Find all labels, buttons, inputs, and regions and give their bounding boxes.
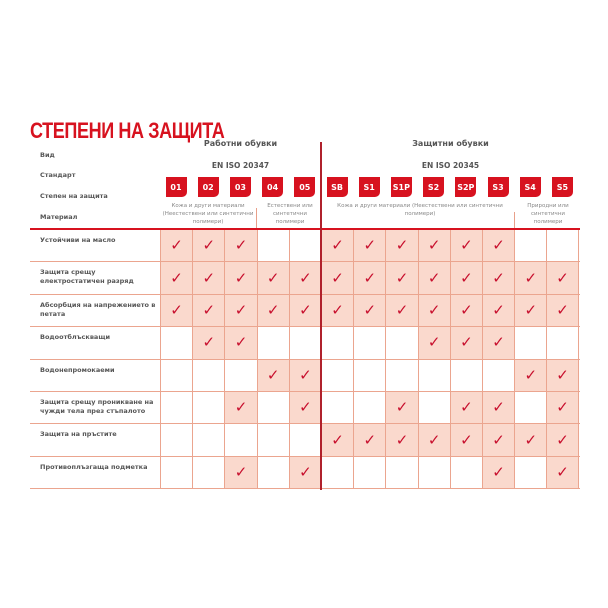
cell-s2p <box>450 392 482 423</box>
row-label: Защита на пръстите <box>40 430 117 439</box>
check-icon: ✓ <box>331 430 344 449</box>
check-icon: ✓ <box>492 430 505 449</box>
check-icon: ✓ <box>460 236 473 255</box>
check-icon: ✓ <box>427 300 441 319</box>
group-divider-line <box>320 142 322 490</box>
cell-s2p <box>450 295 482 326</box>
badge-01: 01 <box>166 177 187 197</box>
cell-s1 <box>353 457 385 488</box>
check-icon: ✓ <box>266 268 280 287</box>
cell-05 <box>289 424 321 455</box>
cell-05 <box>289 230 321 261</box>
standard-safety-shoes: EN ISO 20345 <box>421 161 480 170</box>
check-icon: ✓ <box>524 365 538 384</box>
cell-01 <box>160 262 192 293</box>
cell-02 <box>192 457 224 488</box>
cell-s2p <box>450 262 482 293</box>
check-icon: ✓ <box>492 236 505 255</box>
header-label-protection-level: Степен на защита <box>40 192 108 200</box>
cell-s1 <box>353 360 385 391</box>
cell-s4 <box>514 327 546 358</box>
check-icon: ✓ <box>460 268 473 287</box>
cell-s1p <box>385 424 417 455</box>
cell-04 <box>257 360 289 391</box>
cell-04 <box>257 392 289 423</box>
cell-s2p <box>450 424 482 455</box>
cell-s3 <box>482 457 514 488</box>
badge-02: 02 <box>198 177 219 197</box>
cell-s5 <box>546 327 578 358</box>
check-icon: ✓ <box>234 398 248 417</box>
cell-s1 <box>353 262 385 293</box>
check-icon: ✓ <box>331 236 344 255</box>
cell-s4 <box>514 230 546 261</box>
cell-s2 <box>418 327 450 358</box>
cell-s4 <box>514 424 546 455</box>
cell-s3 <box>482 360 514 391</box>
row-label: Водоотблъскващи <box>40 333 111 342</box>
header-label-material: Материал <box>40 213 78 221</box>
check-icon: ✓ <box>363 300 377 319</box>
check-icon: ✓ <box>524 430 538 449</box>
cell-s2 <box>418 457 450 488</box>
badge-05: 05 <box>294 177 315 197</box>
check-icon: ✓ <box>460 300 473 319</box>
cell-01 <box>160 392 192 423</box>
badge-03: 03 <box>230 177 251 197</box>
cell-s3 <box>482 295 514 326</box>
cell-03 <box>224 262 256 293</box>
material-divider <box>514 212 515 228</box>
check-icon: ✓ <box>427 268 441 287</box>
check-icon: ✓ <box>556 268 569 287</box>
header-label-standard: Стандарт <box>40 171 76 179</box>
cell-s3 <box>482 327 514 358</box>
check-icon: ✓ <box>202 268 216 287</box>
cell-sb <box>321 295 353 326</box>
cell-s3 <box>482 424 514 455</box>
row-label: Водонепромокаеми <box>40 365 115 374</box>
check-icon: ✓ <box>556 430 569 449</box>
cell-02 <box>192 424 224 455</box>
table-row <box>30 295 580 327</box>
group-title-work-shoes: Работни обувки <box>203 139 278 148</box>
check-icon: ✓ <box>524 300 538 319</box>
row-label: Противоплъзгаща подметка <box>40 462 148 471</box>
cell-03 <box>224 392 256 423</box>
badge-s3: S3 <box>488 177 509 197</box>
cell-02 <box>192 262 224 293</box>
check-icon: ✓ <box>170 300 183 319</box>
check-icon: ✓ <box>299 300 312 319</box>
check-icon: ✓ <box>234 268 248 287</box>
check-icon: ✓ <box>492 268 505 287</box>
cell-05 <box>289 295 321 326</box>
cell-05 <box>289 327 321 358</box>
check-icon: ✓ <box>427 333 441 352</box>
cell-04 <box>257 457 289 488</box>
cell-05 <box>289 360 321 391</box>
check-icon: ✓ <box>234 300 248 319</box>
check-icon: ✓ <box>556 300 569 319</box>
table-row <box>30 457 580 489</box>
cell-03 <box>224 295 256 326</box>
cell-05 <box>289 262 321 293</box>
cell-sb <box>321 392 353 423</box>
cell-s2p <box>450 230 482 261</box>
cell-03 <box>224 457 256 488</box>
cell-s1 <box>353 295 385 326</box>
row-label: Защита срещу електростатичен разряд <box>40 268 134 286</box>
check-icon: ✓ <box>460 333 473 352</box>
table-row <box>30 392 580 424</box>
material-work-leather: Кожа и други материали (Неестествени или синтетични полимери) <box>162 203 254 225</box>
check-icon: ✓ <box>492 462 505 481</box>
cell-sb <box>321 327 353 358</box>
check-icon: ✓ <box>460 398 473 417</box>
cell-04 <box>257 262 289 293</box>
cell-s4 <box>514 262 546 293</box>
group-title-safety-shoes: Защитни обувки <box>412 139 489 148</box>
check-icon: ✓ <box>492 300 505 319</box>
check-icon: ✓ <box>524 268 538 287</box>
cell-05 <box>289 457 321 488</box>
cell-02 <box>192 392 224 423</box>
cell-s5 <box>546 457 578 488</box>
table-row <box>30 424 580 456</box>
cell-s5 <box>546 230 578 261</box>
cell-01 <box>160 295 192 326</box>
check-icon: ✓ <box>170 268 183 287</box>
badge-s2p: S2P <box>455 177 476 197</box>
badge-04: 04 <box>262 177 283 197</box>
protection-table <box>30 230 580 489</box>
cell-s1p <box>385 392 417 423</box>
cell-s2 <box>418 230 450 261</box>
check-icon: ✓ <box>363 430 377 449</box>
cell-s4 <box>514 392 546 423</box>
cell-s2p <box>450 457 482 488</box>
check-icon: ✓ <box>202 300 216 319</box>
check-icon: ✓ <box>202 333 216 352</box>
check-icon: ✓ <box>266 365 280 384</box>
check-icon: ✓ <box>556 398 569 417</box>
check-icon: ✓ <box>299 398 312 417</box>
cell-03 <box>224 230 256 261</box>
check-icon: ✓ <box>427 430 441 449</box>
cell-02 <box>192 295 224 326</box>
standard-work-shoes: EN ISO 20347 <box>211 161 270 170</box>
cell-s1p <box>385 360 417 391</box>
check-icon: ✓ <box>395 268 409 287</box>
cell-s1p <box>385 230 417 261</box>
check-icon: ✓ <box>299 365 312 384</box>
cell-s5 <box>546 392 578 423</box>
cell-s3 <box>482 230 514 261</box>
check-icon: ✓ <box>234 462 248 481</box>
check-icon: ✓ <box>492 398 505 417</box>
cell-04 <box>257 295 289 326</box>
check-icon: ✓ <box>492 333 505 352</box>
cell-s5 <box>546 295 578 326</box>
row-label: Защита срещу проникване на чужди тела през стъпалото <box>40 397 154 415</box>
cell-s3 <box>482 262 514 293</box>
cell-s1 <box>353 392 385 423</box>
table-row <box>30 230 580 262</box>
cell-01 <box>160 424 192 455</box>
cell-02 <box>192 327 224 358</box>
cell-sb <box>321 230 353 261</box>
cell-01 <box>160 230 192 261</box>
check-icon: ✓ <box>556 462 569 481</box>
cell-s1 <box>353 230 385 261</box>
check-icon: ✓ <box>234 333 248 352</box>
cell-s2 <box>418 262 450 293</box>
check-icon: ✓ <box>395 430 409 449</box>
cell-s1p <box>385 327 417 358</box>
cell-s4 <box>514 457 546 488</box>
cell-s2p <box>450 327 482 358</box>
check-icon: ✓ <box>299 462 312 481</box>
cell-04 <box>257 424 289 455</box>
cell-04 <box>257 327 289 358</box>
check-icon: ✓ <box>266 300 280 319</box>
badge-s1p: S1P <box>391 177 412 197</box>
cell-s5 <box>546 262 578 293</box>
cell-s1 <box>353 327 385 358</box>
cell-01 <box>160 327 192 358</box>
cell-s2 <box>418 295 450 326</box>
check-icon: ✓ <box>395 398 409 417</box>
check-icon: ✓ <box>331 300 344 319</box>
badge-s2: S2 <box>423 177 444 197</box>
material-divider <box>256 208 257 228</box>
cell-s1p <box>385 295 417 326</box>
material-safety-polymers: Природни или синтетични полимери <box>527 203 569 225</box>
table-row <box>30 360 580 392</box>
check-icon: ✓ <box>556 365 569 384</box>
badge-sb: SB <box>327 177 348 197</box>
row-label: Устойчиви на масло <box>40 236 116 244</box>
cell-s1p <box>385 262 417 293</box>
cell-03 <box>224 360 256 391</box>
cell-s2 <box>418 424 450 455</box>
check-icon: ✓ <box>395 300 409 319</box>
cell-01 <box>160 457 192 488</box>
cell-s4 <box>514 360 546 391</box>
cell-s2 <box>418 360 450 391</box>
cell-04 <box>257 230 289 261</box>
row-label: Абсорбция на напрежението в петата <box>40 300 156 318</box>
cell-03 <box>224 327 256 358</box>
check-icon: ✓ <box>427 236 441 255</box>
cell-02 <box>192 360 224 391</box>
check-icon: ✓ <box>299 268 312 287</box>
material-work-polymers: Естествени или синтетични полимери <box>267 203 313 225</box>
cell-sb <box>321 457 353 488</box>
cell-sb <box>321 262 353 293</box>
cell-s2 <box>418 392 450 423</box>
check-icon: ✓ <box>395 236 409 255</box>
cell-s1 <box>353 424 385 455</box>
check-icon: ✓ <box>460 430 473 449</box>
badge-s5: S5 <box>552 177 573 197</box>
table-row <box>30 262 580 294</box>
check-icon: ✓ <box>363 236 377 255</box>
cell-s5 <box>546 360 578 391</box>
cell-sb <box>321 424 353 455</box>
cell-03 <box>224 424 256 455</box>
cell-s5 <box>546 424 578 455</box>
check-icon: ✓ <box>234 236 248 255</box>
cell-sb <box>321 360 353 391</box>
page-title: СТЕПЕНИ НА ЗАЩИТА <box>30 118 225 143</box>
cell-05 <box>289 392 321 423</box>
material-safety-leather: Кожа и други материали (Неестествени или синтетични полимери) <box>337 203 503 217</box>
cell-02 <box>192 230 224 261</box>
cell-01 <box>160 360 192 391</box>
check-icon: ✓ <box>363 268 377 287</box>
check-icon: ✓ <box>331 268 344 287</box>
cell-s3 <box>482 392 514 423</box>
cell-s1p <box>385 457 417 488</box>
check-icon: ✓ <box>202 236 216 255</box>
badge-s4: S4 <box>520 177 541 197</box>
header-label-type: Вид <box>40 151 55 159</box>
badge-s1: S1 <box>359 177 380 197</box>
cell-s2p <box>450 360 482 391</box>
cell-s4 <box>514 295 546 326</box>
table-row <box>30 327 580 359</box>
check-icon: ✓ <box>170 236 183 255</box>
